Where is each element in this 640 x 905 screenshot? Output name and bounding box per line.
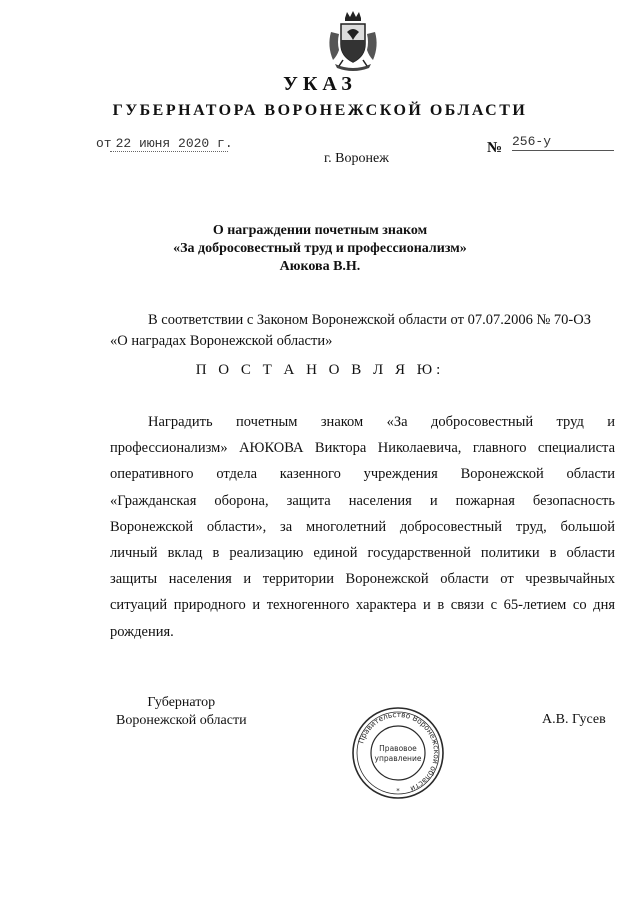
date-value: 22 июня 2020 г. <box>115 136 233 151</box>
signatory-position-line-2: Воронежской области <box>116 713 247 728</box>
preamble <box>110 310 615 352</box>
body-line: ситуаций природного и техногенного характера и в связи с 65-летием со дня <box>110 597 615 614</box>
document-subject <box>0 222 640 276</box>
number-sign: № <box>487 140 503 156</box>
decree-body <box>110 409 615 645</box>
body-line: Воронежской области», за многолетний добросовестный труд, большой <box>110 518 615 535</box>
signatory-position <box>116 694 247 730</box>
official-stamp-icon <box>351 706 445 800</box>
document-city: г. Воронеж <box>324 151 389 166</box>
body-line: «Гражданская оборона, защита населения и пожарная безопасность <box>110 492 615 509</box>
date-underline <box>110 151 228 152</box>
signatory-name: А.В. Гусев <box>542 712 606 727</box>
subject-line-1: О награждении почетным знаком <box>212 223 428 238</box>
stamp-center-line-1: Правовое <box>379 744 417 753</box>
document-subtitle: ГУБЕРНАТОРА ВОРОНЕЖСКОЙ ОБЛАСТИ <box>112 102 528 119</box>
subject-line-2: «За добросовестный труд и профессионализм» <box>173 241 467 256</box>
body-line: личный вклад в реализацию единой государственной политики в области <box>110 544 615 561</box>
body-line: оперативного отдела казенного учреждения Воронежской области <box>110 466 615 483</box>
body-line: профессионализм» АЮКОВА Виктора Николаевича, главного специалиста <box>110 440 615 457</box>
body-line: Наградить почетным знаком «За добросовестный труд и <box>148 414 615 430</box>
body-line: защиты населения и территории Воронежской области от чрезвычайных <box>110 571 615 588</box>
date-prefix: от <box>96 136 112 151</box>
body-line: рождения. <box>110 623 174 640</box>
svg-text:*: * <box>396 787 400 795</box>
document-title: УКАЗ <box>283 73 357 95</box>
document-number: 256-у <box>512 134 614 151</box>
document-date <box>96 134 236 152</box>
stamp-center-line-2: управление <box>374 754 422 763</box>
preamble-line-2: «О наградах Воронежской области» <box>110 333 333 349</box>
stamp-ring-text: Правительство Воронежской области <box>356 709 442 794</box>
decree-word: П О С Т А Н О В Л Я Ю: <box>195 362 445 378</box>
subject-line-3: Аюкова В.Н. <box>279 259 361 274</box>
coat-of-arms-icon <box>325 10 381 72</box>
preamble-line-1: В соответствии с Законом Воронежской области от 07.07.2006 № 70-ОЗ <box>148 312 591 328</box>
signatory-position-line-1: Губернатор <box>147 695 216 710</box>
